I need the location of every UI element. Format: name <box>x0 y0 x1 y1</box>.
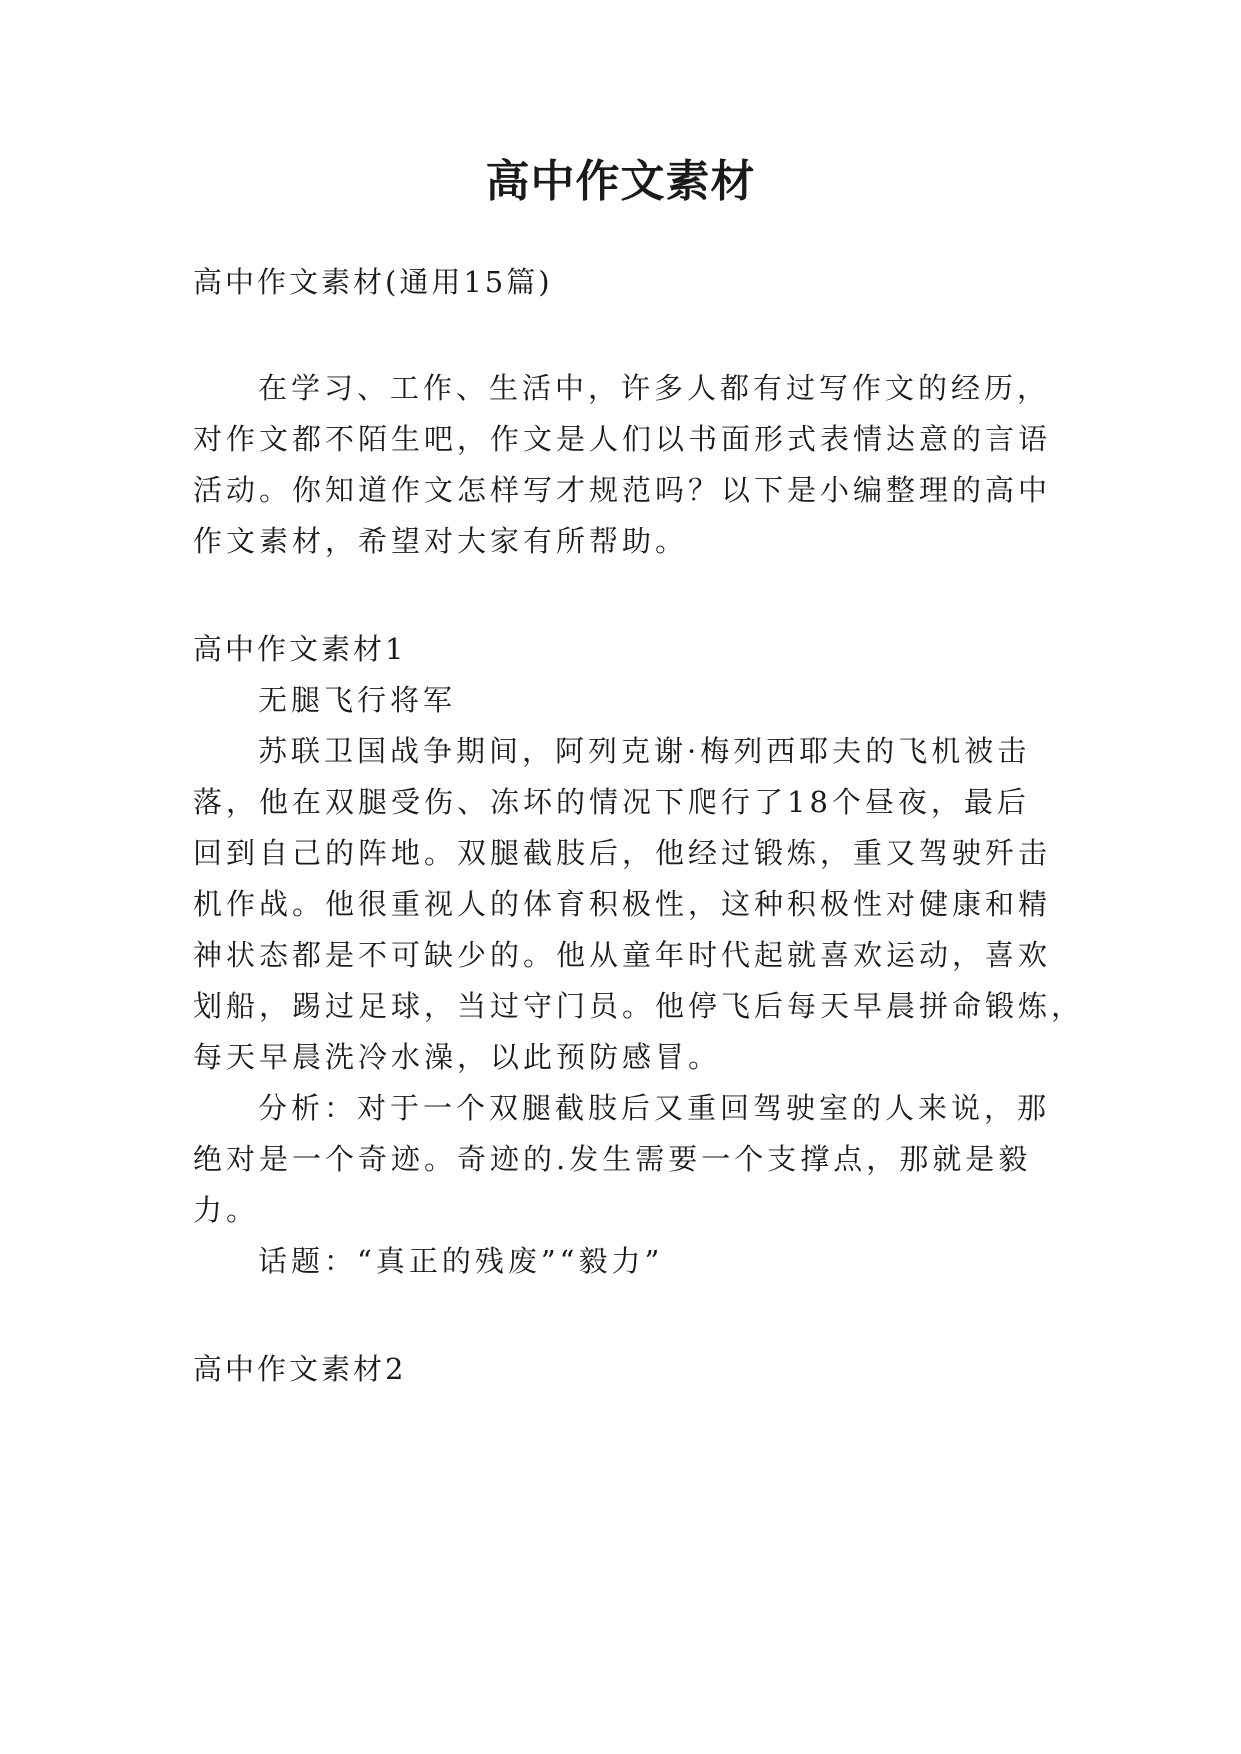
story-line: 苏联卫国战争期间，阿列克谢·梅列西耶夫的飞机被击 <box>258 734 1031 768</box>
analysis-line: 绝对是一个奇迹。奇迹的.发生需要一个支撑点，那就是毅 <box>193 1142 1032 1176</box>
document-subtitle: 高中作文素材(通用15篇) <box>193 265 553 299</box>
story-line: 划船，踢过足球，当过守门员。他停飞后每天早晨拼命锻炼， <box>193 989 1085 1023</box>
section-heading: 高中作文素材1 <box>193 632 407 666</box>
story-line: 回到自己的阵地。双腿截肢后，他经过锻炼，重又驾驶歼击 <box>193 836 1052 870</box>
intro-line: 在学习、工作、生活中，许多人都有过写作文的经历， <box>258 371 1051 405</box>
analysis-line: 分析：对于一个双腿截肢后又重回驾驶室的人来说，那 <box>258 1091 1051 1125</box>
page-title: 高中作文素材 <box>485 156 756 207</box>
topic-line: 话题：“真正的残废”“毅力” <box>258 1244 664 1278</box>
intro-line: 作文素材，希望对大家有所帮助。 <box>193 524 689 558</box>
story-line: 落，他在双腿受伤、冻坏的情况下爬行了18个昼夜，最后 <box>193 785 1030 819</box>
intro-line: 活动。你知道作文怎样写才规范吗？以下是小编整理的高中 <box>193 473 1052 507</box>
story-line: 机作战。他很重视人的体育积极性，这种积极性对健康和精 <box>193 887 1052 921</box>
analysis-line: 力。 <box>193 1193 260 1227</box>
story-line: 神状态都是不可缺少的。他从童年时代起就喜欢运动，喜欢 <box>193 938 1052 972</box>
section-heading: 高中作文素材2 <box>193 1352 407 1386</box>
story-line: 每天早晨洗冷水澡，以此预防感冒。 <box>193 1040 722 1074</box>
intro-line: 对作文都不陌生吧，作文是人们以书面形式表情达意的言语 <box>193 422 1052 456</box>
story-title: 无腿飞行将军 <box>258 683 457 717</box>
